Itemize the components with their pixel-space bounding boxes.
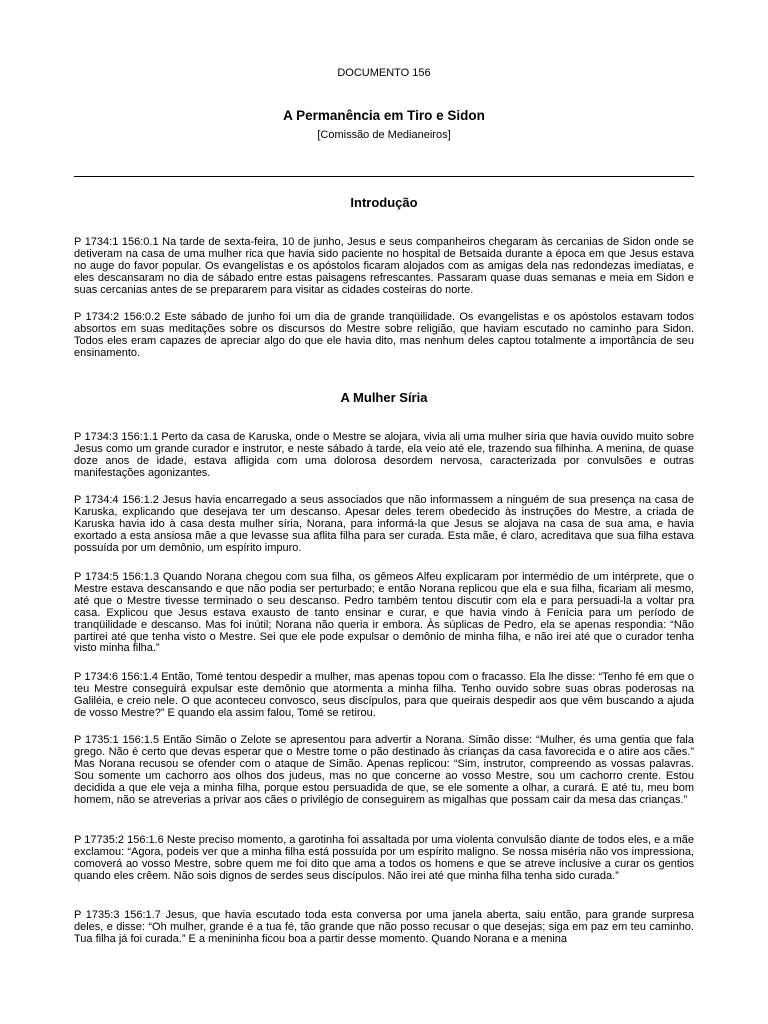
document-number: DOCUMENTO 156 — [337, 67, 431, 79]
paragraph: P 1734:1 156:0.1 Na tarde de sexta-feira, 10 de junho, Jesus e seus companheiros chegaram às cercanias de Sidon onde se detiveram na casa de uma mulher rica que havia sido paciente no hospital de Betsaida durante a época em que Jesus estava no auge do favor popular. Os evangelistas e os apóstolos ficaram alojados com as amigas dela nas redondezas imediatas, e eles descansaram no dia de sábado entre estas paisagens refrescantes. Passaram quase duas semanas e meia em Sidon e suas cercanias antes de se prepararem para visitar as cidades costeiras do norte. — [74, 236, 694, 296]
document-title: A Permanência em Tiro e Sidon — [283, 108, 485, 123]
paragraph: P 1734:3 156:1.1 Perto da casa de Karuska, onde o Mestre se alojara, vivia ali uma mulher síria que havia ouvido muito sobre Jesus como um grande curador e instrutor, e neste sábado à tarde, ela veio até ele, trazendo sua filhinha. A menina, de quase doze anos de idade, estava afligida com uma dolorosa desordem nervosa, caracterizada por convulsões e outras manifestações agonizantes. — [74, 431, 694, 479]
paragraph: P 1734:4 156:1.2 Jesus havia encarregado a seus associados que não informassem a ninguém de sua presença na casa de Karuska, explicando que desejava ter um descanso. Apesar deles terem obedecido às instruções do Mestre, a criada de Karuska havia ido à casa desta mulher síria, Norana, para informá-la que Jesus se alojava na casa de sua ama, e havia exortado a esta ansiosa mãe a que levasse sua aflita filha para ser curada. Esta mãe, é claro, acreditava que sua filha estava possuída por um demônio, um espírito impuro. — [74, 494, 694, 554]
section-heading-mulher-siria: A Mulher Síria — [340, 390, 428, 405]
paragraph: P 1735:3 156:1.7 Jesus, que havia escutado toda esta conversa por uma janela aberta, saiu então, para grande surpresa deles, e disse: “Oh mulher, grande é a tua fé, tão grande que não posso recusar o que desejas; siga em paz em teu caminho. Tua filha já foi curada.” E a menininha ficou boa a partir desse momento. Quando Norana e a menina — [74, 909, 694, 945]
paragraph: P 1735:1 156:1.5 Então Simão o Zelote se apresentou para advertir a Norana. Simão disse: “Mulher, és uma gentia que fala grego. Não é certo que devas esperar que o Mestre tome o pão destinado às crianças da casa favorecida e o atire aos cães.” Mas Norana recusou se ofender com o ataque de Simão. Apenas replicou: “Sim, instrutor, compreendo as vossas palavras. Sou somente um cachorro aos olhos dos judeus, mas no que concerne ao vosso Mestre, sou um cachorro crente. Estou decidida a que ele veja a minha filha, porque estou persuadida de que, se ele somente a olhar, a curará. E até tu, meu bom homem, não se atreverias a privar aos cães o privilégio de conseguirem as migalhas que possam cair da mesa das crianças.” — [74, 734, 694, 806]
paragraph: P 1734:6 156:1.4 Então, Tomé tentou despedir a mulher, mas apenas topou com o fracasso. Ela lhe disse: “Tenho fé em que o teu Mestre conseguirá expulsar este demônio que atormenta a minha filha. Tenho ouvido sobre suas obras poderosas na Galiléia, e creio nele. O que aconteceu convosco, seus discípulos, para que queirais despedir aos que vêm buscando a ajuda de vosso Mestre?” E quando ela assim falou, Tomé se retirou. — [74, 671, 694, 719]
paragraph: P 1734:5 156:1.3 Quando Norana chegou com sua filha, os gêmeos Alfeu explicaram por intermédio de um intérprete, que o Mestre estava descansando e que não podia ser perturbado; e então Norana replicou que ela e sua filha, ficariam ali mesmo, até que o Mestre tivesse terminado o seu descanso. Pedro também tentou discutir com ela e para persuadi-la a voltar pra casa. Explicou que Jesus estava exausto de tanto ensinar e curar, e que havia vindo à Fenícia para um período de tranqüilidade e descanso. Mas foi inútil; Norana não queria ir embora. Às súplicas de Pedro, ela se apenas respondia: “Não partirei até que tenha visto o Mestre. Sei que ele pode expulsar o demônio de minha filha, e não irei até que o curador tenha visto minha filha.” — [74, 571, 694, 655]
document-author: [Comissão de Medianeiros] — [317, 129, 451, 141]
section-heading-introducao: Introdução — [350, 195, 418, 210]
horizontal-rule — [74, 176, 694, 177]
paragraph: P 1734:2 156:0.2 Este sábado de junho foi um dia de grande tranqüilidade. Os evangelistas e os apóstolos estavam todos absortos em suas meditações sobre os discursos do Mestre sobre religião, que haviam escutado no caminho para Sidon. Todos eles eram capazes de apreciar algo do que ele havia dito, mas nenhum deles captou totalmente a importância de seu ensinamento. — [74, 311, 694, 359]
paragraph: P 17735:2 156:1.6 Neste preciso momento, a garotinha foi assaltada por uma violenta convulsão diante de todos eles, e a mãe exclamou: “Agora, podeis ver que a minha filha está possuída por um espírito maligno. Se nossa miséria não vos impressiona, comoverá ao vosso Mestre, sobre quem me foi dito que ama a todos os homens e que se atreve inclusive a curar os gentios quando eles crêem. Não sois dignos de serdes seus discípulos. Não irei até que minha filha tenha sido curada.” — [74, 834, 694, 882]
